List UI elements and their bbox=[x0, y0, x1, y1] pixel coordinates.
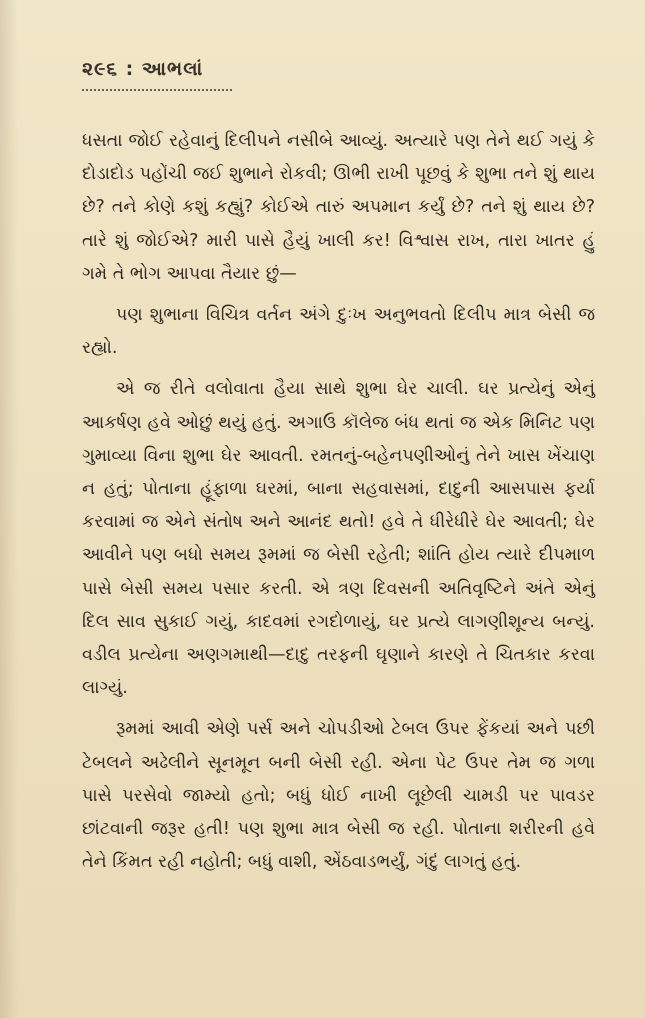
paragraph-2: પણ શુભાના વિચિત્ર વર્તન અંગે દુઃખ અનુભવતો દિલીપ માત્ર બેસી જ રહ્યો. bbox=[82, 305, 595, 359]
paragraph-1: ધસતા જોઈ રહેવાનું દિલીપને નસીબે આવ્યું. અત્યારે પણ તેને થઈ ગયું કે દોડાદોડ પહોંચી જઈ શુભાને રોકવી; ઊભી રાખી પૂછવું કે શુભા તને શું થાય છે? તને કોણે કશું કહ્યું? કોઈએ તારું અપમાન કર્યું છે? તને શું થાય છે? તારે શું જોઈએ? મારી પાસે હૈયું ખાલી કર! વિશ્વાસ રાખ, તારા ખાતર હું ગમે તે ભોગ આપવા તૈયાર છું— bbox=[82, 131, 595, 284]
page-edge-shadow bbox=[0, 0, 18, 1018]
paragraph-4: રૂમમાં આવી એણે પર્સ અને ચોપડીઓ ટેબલ ઉપર ફેંકયાં અને પછી ટેબલને અઢેલીને સૂનમૂન બની બેસી રહી. એના પેટ ઉપર તેમ જ ગળા પાસે પરસેવો જામ્યો હતો; બધું ધોઈ નાખી લૂછેલી ચામડી પર પાવડર છાંટવાની જરૂર હતી! પણ શુભા માત્ર બેસી જ રહી. પોતાના શરીરની હવે તેને કિંમત રહી નહોતી; બધું વાશી, એંઠવાડભર્યું, ગંદું લાગતું હતું. bbox=[82, 719, 595, 873]
paragraph-3: એ જ રીતે વલોવાતા હૈયા સાથે શુભા ઘેર ચાલી. ઘર પ્રત્યેનું એનું આકર્ષણ હવે ઓછું થયું હતું. અગાઉ કૉલેજ બંધ થતાં જ એક મિનિટ પણ ગુમાવ્યા વિના શુભા ઘેર આવતી. રમતનું-બહેનપણીઓનું તેને ખાસ ખેંચાણ ન હતું; પોતાના હૂંફાળા ઘરમાં, બાના સહવાસમાં, દાદુની આસપાસ ફર્યા કરવામાં જ એને સંતોષ અને આનંદ થતો! હવે તે ધીરેધીરે ઘેર આવતી; ઘેર આવીને પણ બધો સમય રૂમમાં જ બેસી રહેતી; શાંતિ હોય ત્યારે દીપમાળ પાસે બેસી સમય પસાર કરતી. એ ત્રણ દિવસની અતિવૃષ્ટિને અંતે એનું દિલ સાવ સુકાઈ ગયું, કાદવમાં રગદોળાયું, ઘર પ્રત્યે લાગણીશૂન્ય બન્યું. વડીલ પ્રત્યેના અણગમાથી—દાદુ તરફની ઘૃણાને કારણે તે ચિતકાર કરવા લાગ્યું. bbox=[82, 379, 595, 699]
header-wavy-rule bbox=[82, 84, 232, 91]
running-header: ૨૯૬ : આભલાં bbox=[82, 58, 204, 80]
